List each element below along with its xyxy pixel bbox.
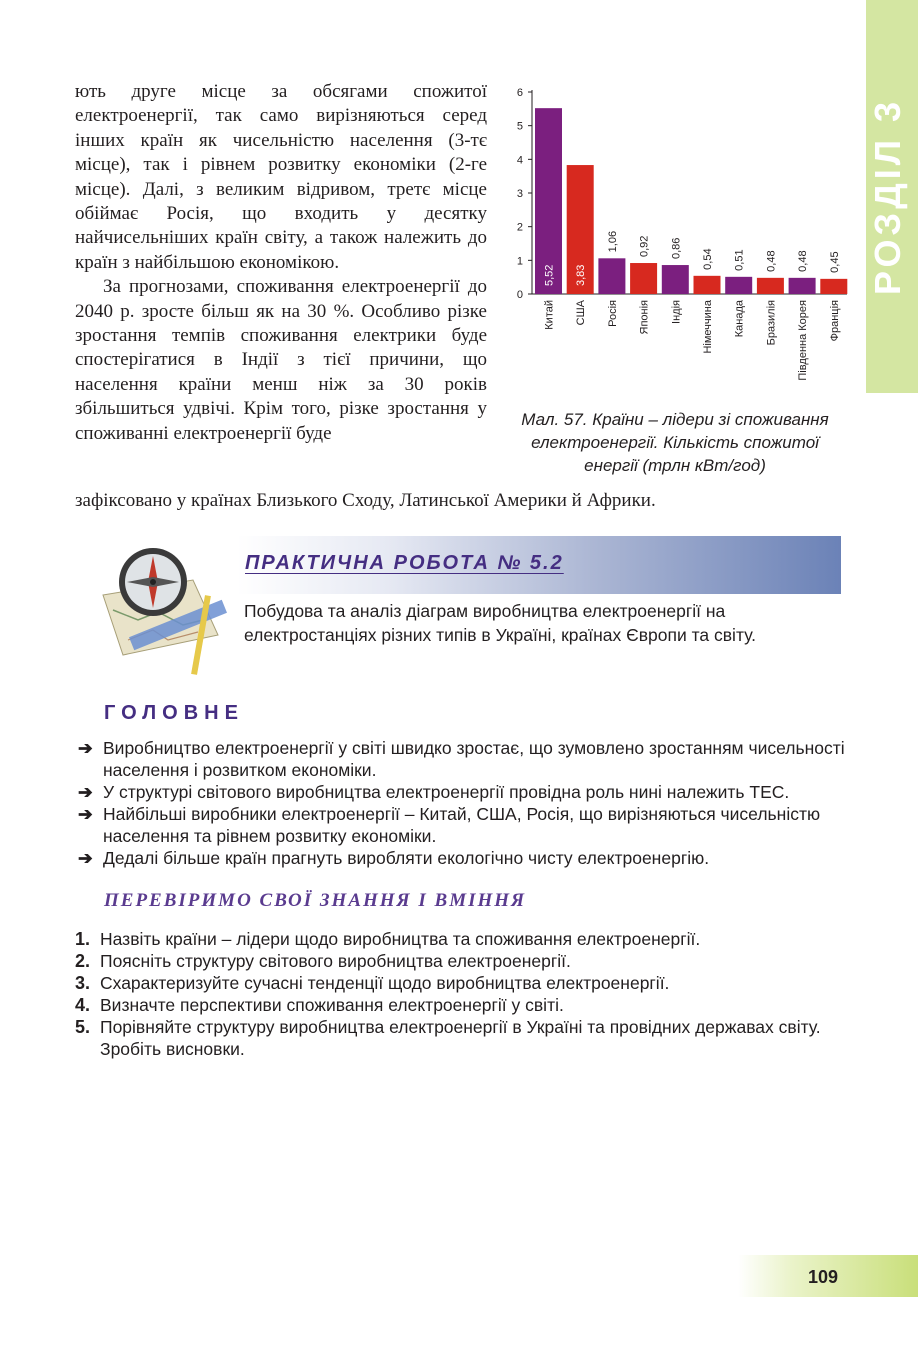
summary-item: ➔ Виробництво електроенергії у світі швидко зростає, що зумовлено зростанням чисельності населення і розвитком економіки. [78, 738, 845, 780]
chart-caption: Мал. 57. Країни – лідери зі споживання електроенергії. Кількість спожитої енергії (трлн кВт/год) [521, 410, 829, 475]
category-label: Південна Корея [797, 300, 810, 381]
bar-value-label: 5,52 [543, 264, 556, 286]
bar [757, 278, 784, 294]
summary-list [78, 737, 848, 869]
category-label: Франція [828, 300, 841, 342]
bar-value-label: 0,86 [670, 237, 683, 260]
bar [630, 263, 657, 294]
summary-item: ➔ Найбільші виробники електроенергії – Китай, США, Росія, що вирізняються чисельністю населення та рівнем розвитку економіки. [78, 804, 821, 846]
category-label: Японія [638, 300, 651, 335]
bar [598, 258, 625, 294]
section-tab-label: РОЗДІЛ 3 [867, 97, 908, 295]
bar-value-label: 0,48 [797, 250, 810, 272]
y-tick-label: 1 [516, 255, 523, 268]
page-number: 109 [808, 1267, 839, 1287]
category-label: Росія [606, 300, 619, 327]
category-label: США [575, 300, 588, 326]
practice-description: Побудова та аналіз діаграм виробництва електроенергії на електростанціях різних типів в Україні, країнах Європи та світу. [244, 601, 757, 645]
bar-value-label: 0,54 [702, 248, 714, 270]
paragraph-1: ють друге місце за обсягами спожитої електроенергії, так само вирізняються серед інших країн як чисельністю населення (3-тє місце), так і рівнем розвитку економіки (2-ге місце). Далі, з великим відривом, третє місце обіймає Росія, що входить у десятку найчисельніших країн світу, а також належить до країн з найбільшою економікою. [75, 81, 487, 273]
y-tick-label: 4 [516, 154, 523, 167]
compass-map-icon [98, 540, 228, 680]
paragraph-2-end: зафіксовано у країнах Близького Сходу, Латинської Америки й Африки. [75, 490, 656, 511]
bar-value-label: 0,51 [733, 249, 746, 271]
bar [820, 279, 847, 294]
y-tick-label: 5 [516, 120, 523, 133]
y-tick-label: 2 [516, 221, 523, 234]
arrow-icon: ➔ [78, 782, 93, 802]
practice-title: ПРАКТИЧНА РОБОТА № 5.2 [245, 552, 564, 574]
summary-item: ➔ У структурі світового виробництва електроенергії провідна роль нині належить ТЕС. [78, 782, 790, 802]
question-item: 3. Схарактеризуйте сучасні тенденції щодо виробництва електроенергії. [75, 973, 670, 993]
arrow-icon: ➔ [78, 848, 93, 868]
y-tick-label: 0 [516, 289, 523, 301]
bar-value-label: 0,45 [828, 251, 841, 273]
arrow-icon: ➔ [78, 804, 93, 824]
bar-value-label: 3,83 [575, 264, 588, 286]
arrow-icon: ➔ [78, 738, 93, 758]
category-label: Німеччина [702, 300, 714, 354]
category-label: Китай [543, 300, 556, 330]
category-label: Канада [733, 300, 746, 338]
bar [789, 278, 816, 294]
consumption-bar-chart [505, 80, 850, 410]
body-text [75, 80, 487, 446]
bar [725, 277, 752, 294]
bar-value-label: 1,06 [606, 230, 619, 253]
question-item: 2. Поясніть структуру світового виробництва електроенергії. [75, 951, 571, 971]
questions-heading: ПЕРЕВІРИМО СВОЇ ЗНАННЯ І ВМІННЯ [104, 890, 527, 911]
y-tick-label: 3 [516, 188, 523, 200]
summary-heading: ГОЛОВНЕ [104, 702, 244, 724]
questions-list [75, 928, 850, 1060]
question-item: 1. Назвіть країни – лідери щодо виробництва та споживання електроенергії. [75, 929, 701, 949]
bar-value-label: 0,92 [638, 235, 651, 258]
bar [662, 265, 689, 294]
paragraph-2: За прогнозами, споживання електроенергії до 2040 р. зросте більш як на 30 %. Особливо різке зростання темпів споживання електрики буде спостерігатися в Індії з тієї причини, що населення країни менш ніж за 30 років збільшиться удвічі. Крім того, різке зростання у споживанні електроенергії буде [75, 276, 487, 444]
category-label: Бразилія [765, 300, 778, 346]
category-label: Індія [670, 300, 683, 324]
bar [694, 276, 721, 294]
y-tick-label: 6 [516, 87, 523, 99]
summary-item: ➔ Дедалі більше країн прагнуть виробляти екологічно чисту електроенергію. [78, 848, 710, 868]
question-item: 5. Порівняйте структуру виробництва електроенергії в Україні та провідних державах світу. Зробіть висновки. [75, 1017, 821, 1059]
question-item: 4. Визначте перспективи споживання електроенергії у світі. [75, 995, 564, 1015]
practice-banner [237, 536, 841, 594]
bar-value-label: 0,48 [765, 250, 778, 272]
